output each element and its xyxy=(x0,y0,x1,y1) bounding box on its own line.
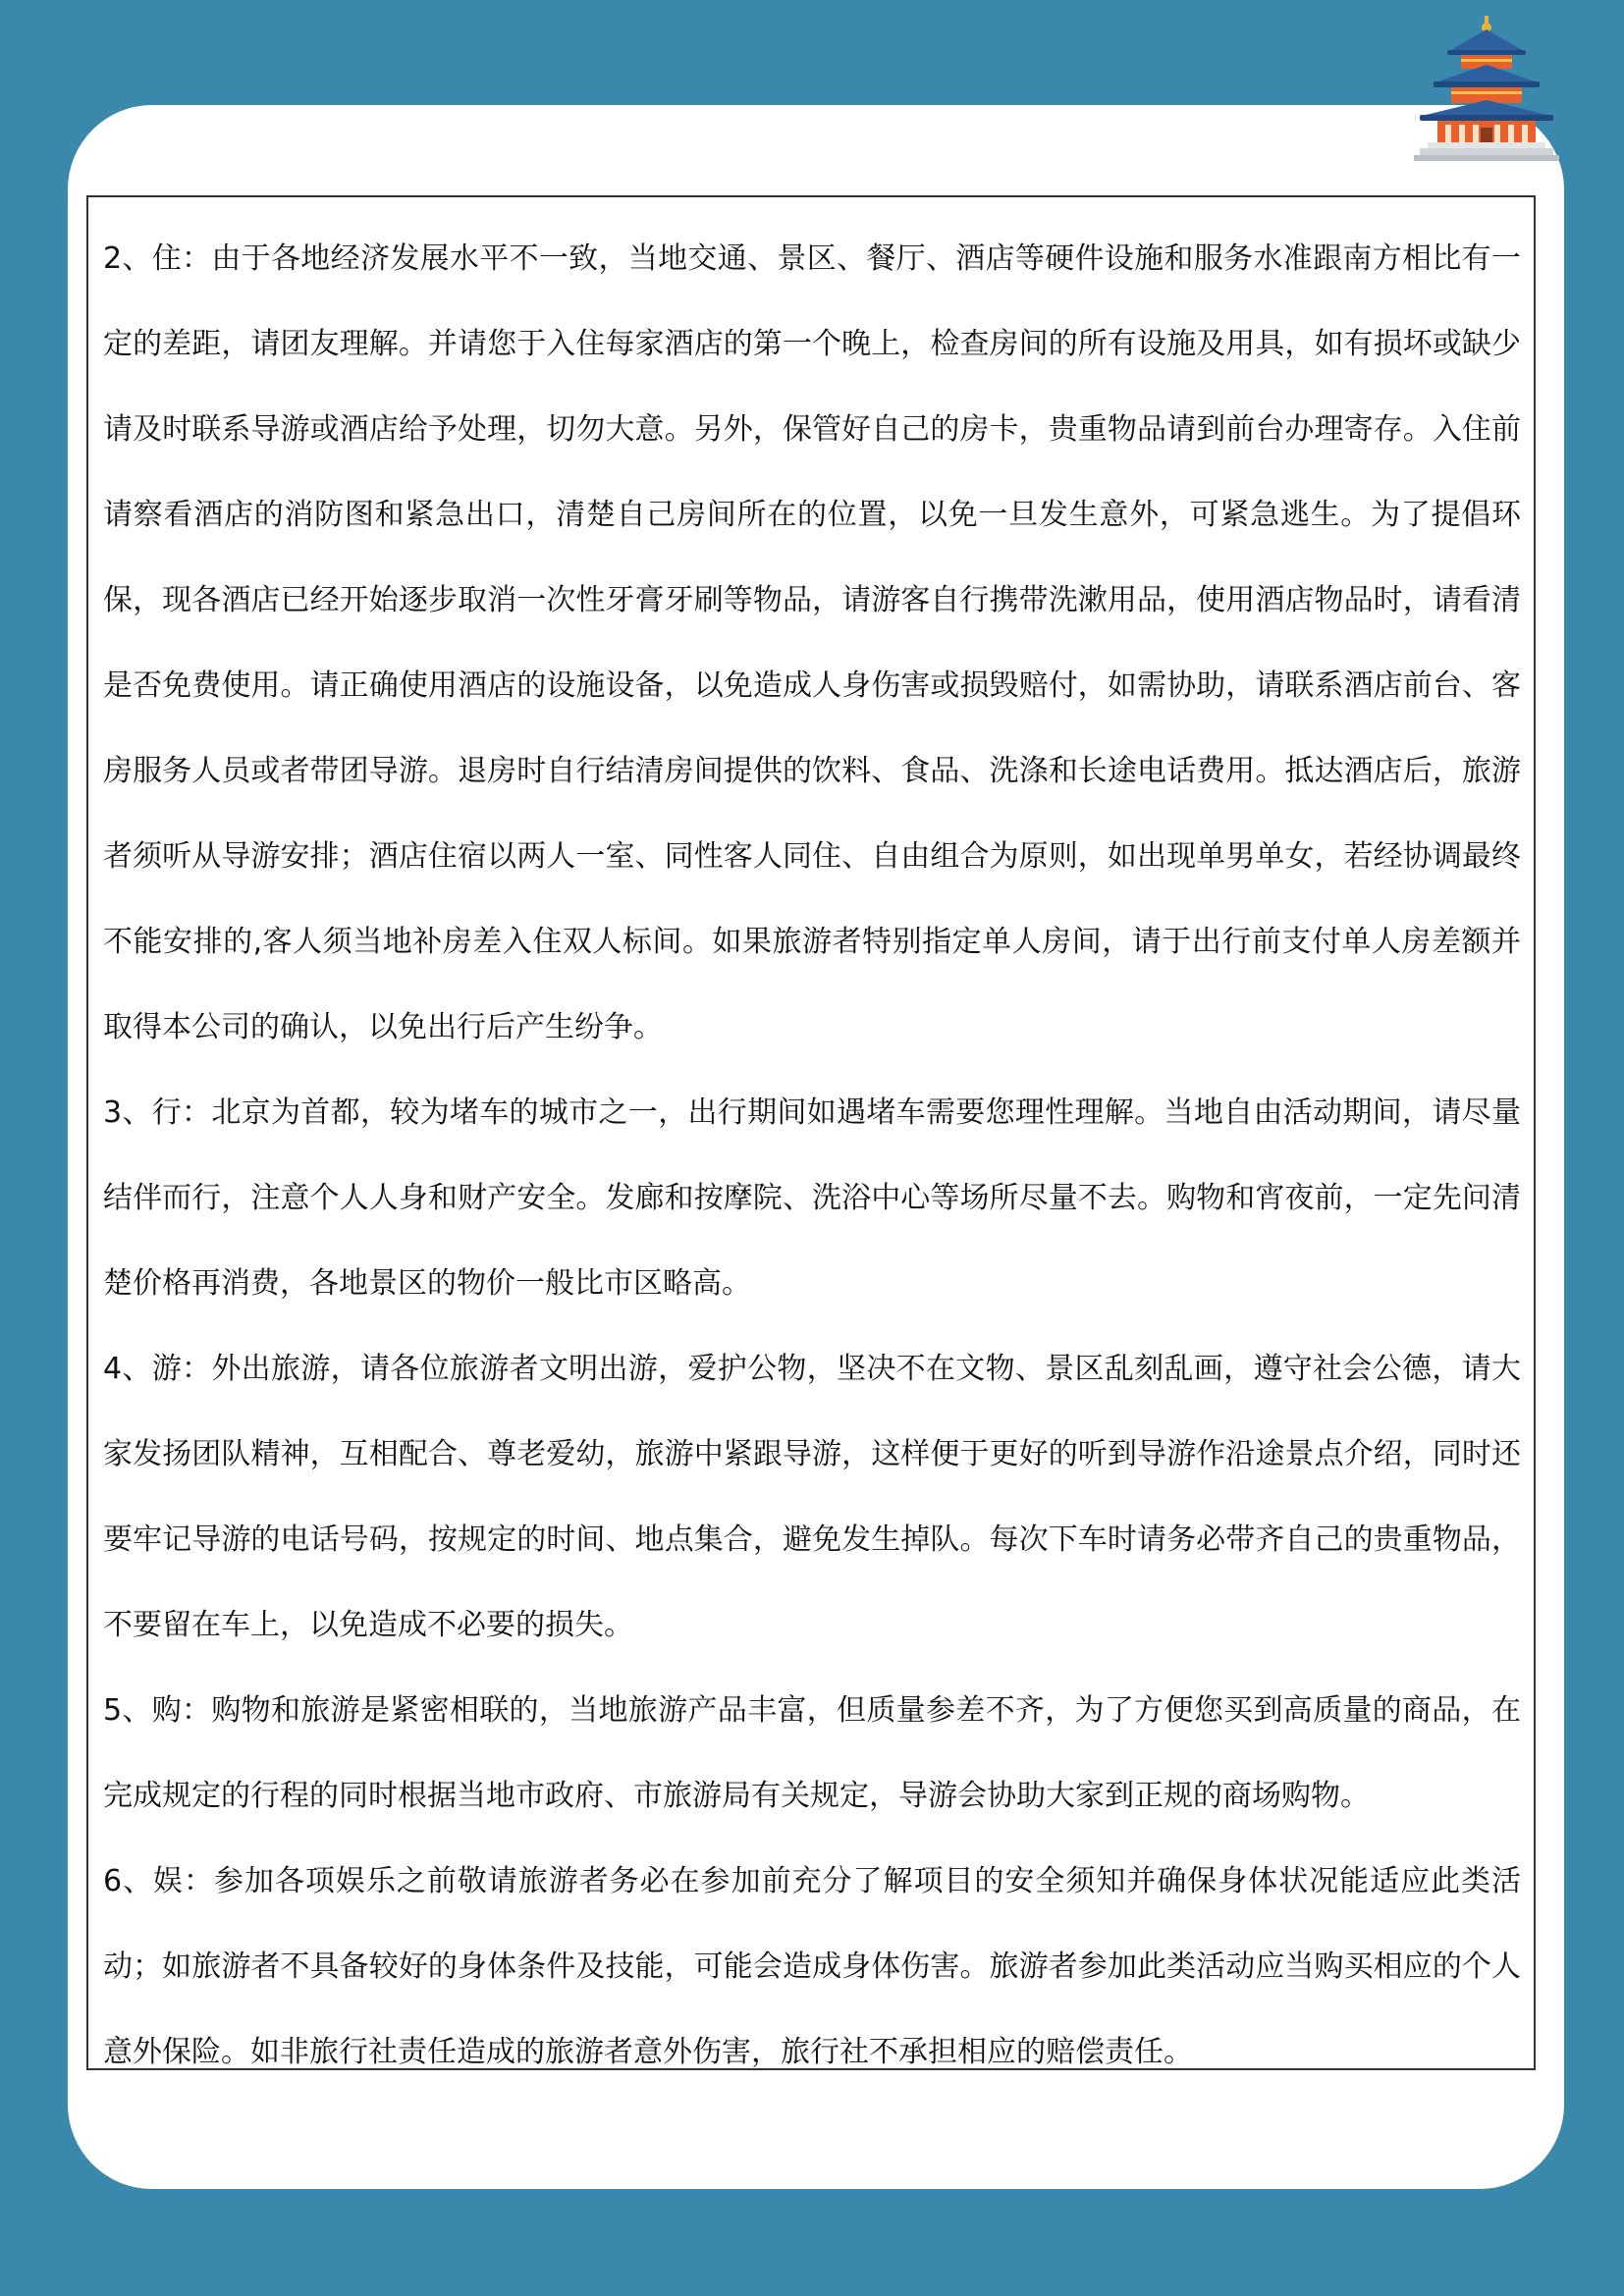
notice-entertainment: 6、娱：参加各项娱乐之前敬请旅游者务必在参加前充分了解项目的安全须知并确保身体状况能适应此类活动；如旅游者不具备较好的身体条件及技能，可能会造成身体伤害。旅游者参加此类活动应当购买相应的个人意外保险。如非旅行社责任造成的旅游者意外伤害，旅行社不承担相应的赔偿责任。 xyxy=(103,1864,1521,2069)
notice-transport: 3、行：北京为首都，较为堵车的城市之一，出行期间如遇堵车需要您理性理解。当地自由活动期间，请尽量结伴而行，注意个人人身和财产安全。发廊和按摩院、洗浴中心等场所尽量不去。购物和宵夜前，一定先问清楚价格再消费，各地景区的物价一般比市区略高。 xyxy=(103,1095,1521,1301)
notice-sightseeing: 4、游：外出旅游，请各位旅游者文明出游，爱护公物，坚决不在文物、景区乱刻乱画，遵守社会公德，请大家发扬团队精神，互相配合、尊老爱幼，旅游中紧跟导游，这样便于更好的听到导游作沿途景点介绍，同时还要牢记导游的电话号码，按规定的时间、地点集合，避免发生掉队。每次下车时请务必带齐自己的贵重物品，不要留在车上，以免造成不必要的损失。 xyxy=(103,1352,1521,1642)
notice-shopping: 5、购：购物和旅游是紧密相联的，当地旅游产品丰富，但质量参差不齐，为了方便您买到高质量的商品，在完成规定的行程的同时根据当地市政府、市旅游局有关规定，导游会协助大家到正规的商场购物。 xyxy=(103,1693,1521,1813)
notice-accommodation: 2、住：由于各地经济发展水平不一致，当地交通、景区、餐厅、酒店等硬件设施和服务水准跟南方相比有一定的差距，请团友理解。并请您于入住每家酒店的第一个晚上，检查房间的所有设施及用具，如有损坏或缺少请及时联系导游或酒店给予处理，切勿大意。另外，保管好自己的房卡，贵重物品请到前台办理寄存。入住前请察看酒店的消防图和紧急出口，清楚自己房间所在的位置，以免一旦发生意外，可紧急逃生。为了提倡环保，现各酒店已经开始逐步取消一次性牙膏牙刷等物品，请游客自行携带洗漱用品，使用酒店物品时，请看清是否免费使用。请正确使用酒店的设施设备，以免造成人身伤害或损毁赔付，如需协助，请联系酒店前台、客房服务人员或者带团导游。退房时自行结清房间提供的饮料、食品、洗涤和长途电话费用。抵达酒店后，旅游者须听从导游安排；酒店住宿以两人一室、同性客人同住、自由组合为原则，如出现单男单女，若经协调最终不能安排的,客人须当地补房差入住双人标间。如果旅游者特别指定单人房间，请于出行前支付单人房差额并取得本公司的确认，以免出行后产生纷争。 xyxy=(103,241,1521,1044)
temple-of-heaven-icon xyxy=(1414,14,1559,161)
travel-notice-box xyxy=(86,195,1536,2070)
